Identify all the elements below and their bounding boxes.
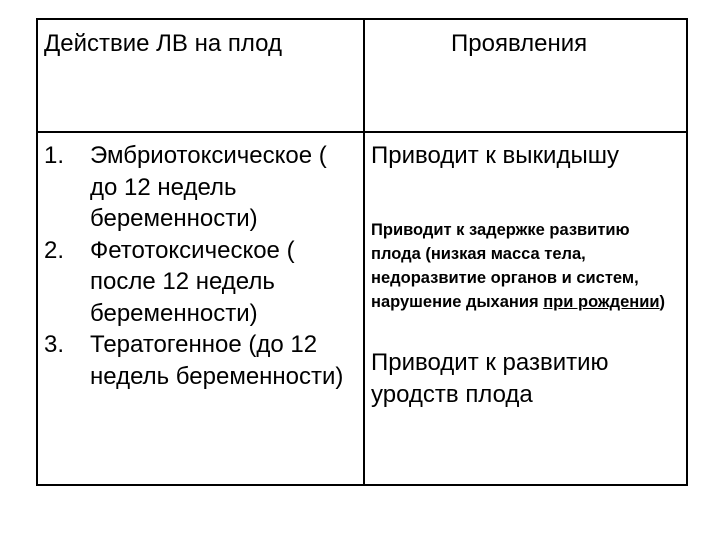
manifestation-growth-delay-underlined: при рождении — [543, 293, 660, 311]
action-item-teratogenic — [44, 329, 359, 392]
action-text: Тератогенное (до 12 недель беременности) — [90, 331, 344, 390]
action-number: 1. — [44, 142, 65, 169]
manifestation-malformations: Приводит к развитию уродств плода — [371, 349, 609, 408]
action-item-embryotoxic — [44, 140, 359, 235]
action-text: Фетотоксическое ( после 12 недель беременности) — [90, 236, 295, 327]
action-text: Эмбриотоксическое ( до 12 недель беременности) — [90, 142, 327, 232]
action-number: 2. — [44, 236, 65, 264]
comparison-table — [36, 18, 688, 486]
manifestation-growth-delay — [371, 218, 683, 314]
manifestation-miscarriage: Приводит к выкидышу — [371, 142, 619, 169]
manifestation-growth-delay-text: Приводит к задержке развитию плода (низкая масса тела, недоразвитие органов и систем, нарушение дыхания — [371, 221, 639, 311]
header-manifestations: Проявления — [451, 30, 588, 57]
header-action: Действие ЛВ на плод — [44, 30, 282, 57]
action-item-fetotoxic — [44, 235, 359, 330]
header-divider — [38, 131, 686, 133]
action-number: 3. — [44, 331, 65, 358]
column-divider — [363, 20, 365, 484]
actions-list — [44, 140, 359, 392]
manifestation-growth-delay-end: ) — [659, 293, 666, 311]
